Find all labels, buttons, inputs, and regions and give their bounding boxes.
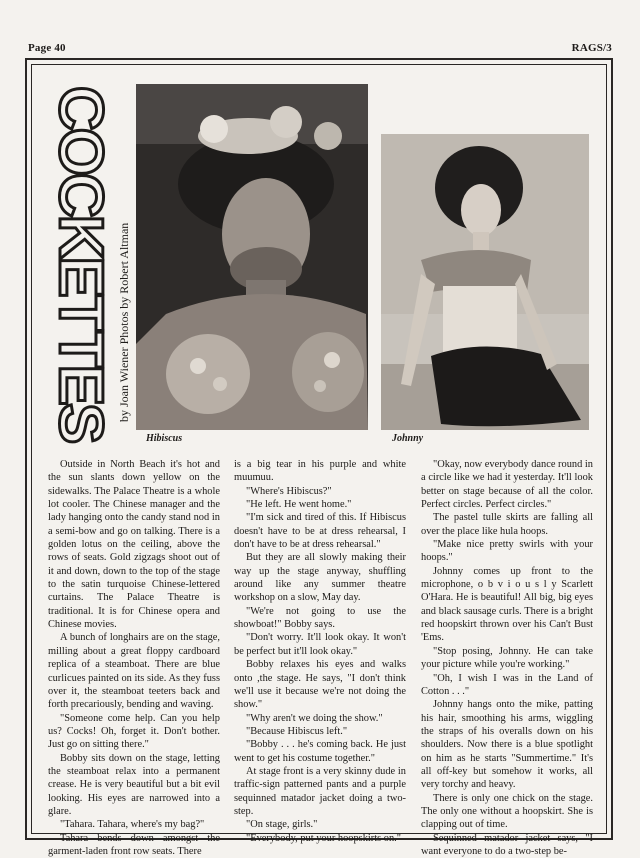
paragraph: "On stage, girls." xyxy=(246,819,318,831)
photo-johnny xyxy=(381,134,589,430)
caption-johnny: Johnny xyxy=(392,433,424,444)
paragraph: "Stop posing, Johnny. He can take your picture while you're working." xyxy=(421,645,593,671)
paragraph: "We're not going to use the showboat!" Bobby says. xyxy=(234,605,406,631)
paragraph: Johnny comes up front to the microphone, o b v i o u s l y Scarlett O'Hara. He is beautiful! All big, big eyes and black sausage curls. There is a bright red hoopskirt thrown over his Can't Bust 'Ems. xyxy=(421,565,593,644)
issue-label: RAGS/3 xyxy=(571,42,612,54)
paragraph: The pastel tulle skirts are falling all over the place like hula hoops. xyxy=(421,512,593,537)
paragraph: At stage front is a very skinny dude in traffic-sign patterned pants and a purple sequinned matador jacket doing a two-step. xyxy=(234,765,406,817)
paragraph: A bunch of longhairs are on the stage, milling about a great floppy cardboard replica of a steamboat. There are blue curlicues painted on its side. As they fuss over it, the steamboat teeters back and forth precariously, bending and waving. xyxy=(48,632,220,711)
caption-hibiscus: Hibiscus xyxy=(146,433,183,444)
paragraph: "Tahara. Tahara, where's my bag?" xyxy=(60,819,205,831)
paragraph: "Okay, now everybody dance round in a circle like we had it yesterday. It'll look better on stage because of all the color. Perfect circles. Perfect circles." xyxy=(421,459,593,511)
paragraph: "Where's Hibiscus?" xyxy=(246,485,332,497)
paragraph: "Bobby . . . he's coming back. He just went to get his costume together." xyxy=(234,739,406,764)
paragraph: "Make nice pretty swirls with your hoops." xyxy=(421,539,593,564)
paragraph: Bobby relaxes his eyes and walks onto ,the stage. He says, "I don't think we'll use it because we're not doing the show." xyxy=(234,659,406,711)
paragraph: "He left. He went home." xyxy=(246,499,352,511)
byline-block xyxy=(114,150,134,422)
article-column-3 xyxy=(421,458,593,857)
paragraph: Sequinned matador jacket says, "I want everyone to do a two-step be- xyxy=(421,832,593,857)
article-column-1 xyxy=(48,458,220,857)
paragraph: "I'm sick and tired of this. If Hibiscus doesn't have to be at dress rehearsal, I don't have to be at dress rehearsal." xyxy=(234,512,406,551)
paragraph: Outside in North Beach it's hot and the sun slants down yellow on the sidewalks. The Palace Theatre is a whole lot cooler. The Chinese manager and the lady hanging onto the candy stand nod in a semi-bow and go on talking. There is a golden lotus on the ceiling, above the rows of seats. Gold zigzags shoot out of it and down, down to the top of the stage to the satin turquoise Chinese-lettered curtains. The Palace Theatre is traditional. It is for Chinese opera and Chinese movies. xyxy=(48,459,220,631)
photo-hibiscus xyxy=(136,84,368,430)
article-byline: by Joan Wiener Photos by Robert Altman xyxy=(117,222,131,422)
paragraph: is a big tear in his purple and white muumuu. xyxy=(234,459,406,484)
paragraph: Bobby sits down on the stage, letting the steamboat relax into a permanent crease. He is very beautiful but a bit evil looking. His eyes are narrowed into a glare. xyxy=(48,752,220,817)
paragraph: "Everybody, put your hoopskirts on." xyxy=(246,832,401,844)
paragraph: "Why aren't we doing the show." xyxy=(246,712,383,724)
paragraph: But they are all slowly making their way up the stage anyway, shuffling around like any summer theatre workshop on a slow, May day. xyxy=(234,552,406,604)
article-column-2 xyxy=(234,458,406,844)
paragraph: "Oh, I wish I was in the Land of Cotton . . ." xyxy=(421,672,593,697)
article-body xyxy=(48,458,593,857)
paragraph: "Someone come help. Can you help us? Cocks! Oh, forget it. Don't bother. Just go on sitting there." xyxy=(48,712,220,751)
article-title-block xyxy=(46,86,115,442)
paragraph: There is only one chick on the stage. The only one without a hoopskirt. She is clapping out of time. xyxy=(421,792,593,831)
paragraph: "Because Hibiscus left." xyxy=(246,725,348,737)
paragraph: "Don't worry. It'll look okay. It won't be perfect but it'll look okay." xyxy=(234,632,406,657)
page-number: Page 40 xyxy=(28,42,66,54)
paragraph: Johnny hangs onto the mike, patting his hair, smoothing his arms, wiggling the straps of his overalls down on his shoulders. Now there is a blue spotlight on him as he starts "Summertime." It's all off-key but somehow it works, all very torchy and heavy. xyxy=(421,699,593,791)
paragraph: Tahara bends down amongst the garment-laden front row seats. There xyxy=(48,832,220,857)
article-title: COCKETTES xyxy=(46,86,115,442)
